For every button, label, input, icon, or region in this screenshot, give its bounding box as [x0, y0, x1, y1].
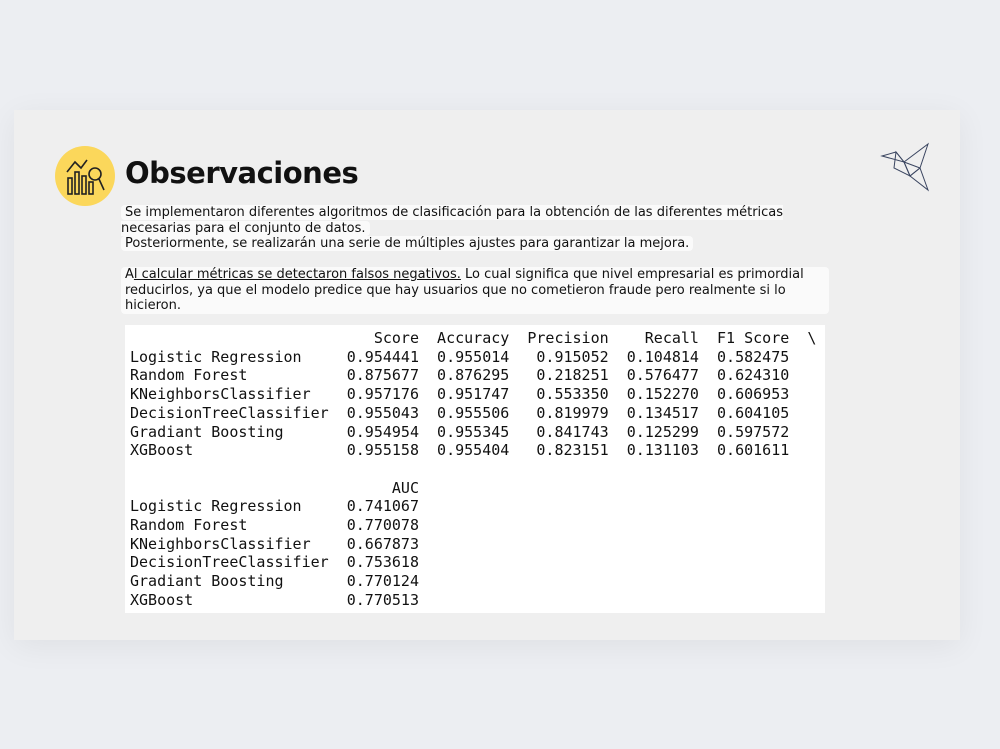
metric-cell: 0.601611: [698, 441, 790, 460]
metric-cell: 0.131103: [608, 441, 699, 460]
row-model-name: XGBoost: [130, 590, 329, 609]
analytics-badge: [55, 146, 115, 206]
metric-cell: 0.152270: [608, 385, 699, 404]
row-model-name: Gradiant Boosting: [130, 572, 329, 591]
metrics-table: [125, 325, 825, 613]
chart-magnifier-icon: [63, 154, 107, 198]
row-model-name: Random Forest: [130, 366, 329, 385]
auc-cell: 0.770124: [328, 572, 419, 591]
column-header: AUC: [328, 478, 419, 497]
metric-cell: 0.876295: [419, 366, 510, 385]
row-model-name: DecisionTreeClassifier: [130, 553, 329, 572]
metric-cell: 0.955043: [328, 403, 419, 422]
origami-bird-icon: [880, 142, 932, 194]
slide-card: [14, 110, 960, 640]
metric-cell: 0.125299: [608, 422, 699, 441]
metric-cell: 0.104814: [608, 347, 699, 366]
row-model-name: Logistic Regression: [130, 497, 329, 516]
column-header: Recall: [608, 329, 699, 347]
metrics-table-text: [125, 325, 825, 610]
auc-cell: 0.667873: [328, 534, 419, 553]
column-header: Precision: [509, 329, 609, 347]
table-corner: [130, 479, 329, 497]
row-model-name: KNeighborsClassifier: [130, 534, 329, 553]
intro-paragraph: [121, 205, 821, 252]
column-header: F1 Score: [698, 329, 790, 347]
continuation-mark: \: [789, 329, 817, 347]
findings-paragraph: [121, 267, 829, 314]
page-title: Observaciones: [125, 156, 359, 190]
metric-cell: 0.606953: [698, 385, 790, 404]
metric-cell: 0.915052: [509, 347, 609, 366]
metric-cell: 0.955506: [419, 403, 510, 422]
metric-cell: 0.955345: [419, 422, 510, 441]
row-model-name: DecisionTreeClassifier: [130, 403, 329, 422]
metric-cell: 0.819979: [509, 403, 609, 422]
row-model-name: Gradiant Boosting: [130, 422, 329, 441]
metric-cell: 0.957176: [328, 385, 419, 404]
column-header: Accuracy: [419, 329, 510, 347]
auc-cell: 0.770513: [328, 590, 419, 609]
metric-cell: 0.954954: [328, 422, 419, 441]
row-model-name: KNeighborsClassifier: [130, 385, 329, 404]
table-corner: [130, 329, 329, 347]
auc-cell: 0.753618: [328, 553, 419, 572]
metric-cell: 0.218251: [509, 366, 609, 385]
metric-cell: 0.951747: [419, 385, 510, 404]
intro-line-1: Se implementaron diferentes algoritmos de clasificación para la obtención de las diferentes métricas necesarias para el conjunto de datos.: [121, 205, 784, 236]
metric-cell: 0.134517: [608, 403, 699, 422]
metric-cell: 0.955014: [419, 347, 510, 366]
metric-cell: 0.955404: [419, 441, 510, 460]
findings-rest: Lo cual significa que nivel empresarial es primordial reducirlos, ya que el modelo predice que hay usuarios que no cometieron fraude pero realmente si lo hicieron.: [125, 267, 804, 313]
auc-cell: 0.741067: [328, 497, 419, 516]
row-model-name: Logistic Regression: [130, 347, 329, 366]
metric-cell: 0.553350: [509, 385, 609, 404]
metric-cell: 0.875677: [328, 366, 419, 385]
metric-cell: 0.576477: [608, 366, 699, 385]
row-model-name: XGBoost: [130, 441, 329, 460]
findings-prefix: A: [125, 267, 134, 282]
findings-underlined: l calcular métricas se detectaron falsos negativos.: [133, 267, 461, 282]
auc-cell: 0.770078: [328, 516, 419, 535]
metric-cell: 0.955158: [328, 441, 419, 460]
intro-line-2: Posteriormente, se realizarán una serie de múltiples ajustes para garantizar la mejora.: [121, 236, 693, 251]
metric-cell: 0.823151: [509, 441, 609, 460]
metric-cell: 0.582475: [698, 347, 790, 366]
metric-cell: 0.841743: [509, 422, 609, 441]
metric-cell: 0.624310: [698, 366, 790, 385]
column-header: Score: [328, 329, 419, 347]
metric-cell: 0.597572: [698, 422, 790, 441]
metric-cell: 0.604105: [698, 403, 790, 422]
row-model-name: Random Forest: [130, 516, 329, 535]
metric-cell: 0.954441: [328, 347, 419, 366]
